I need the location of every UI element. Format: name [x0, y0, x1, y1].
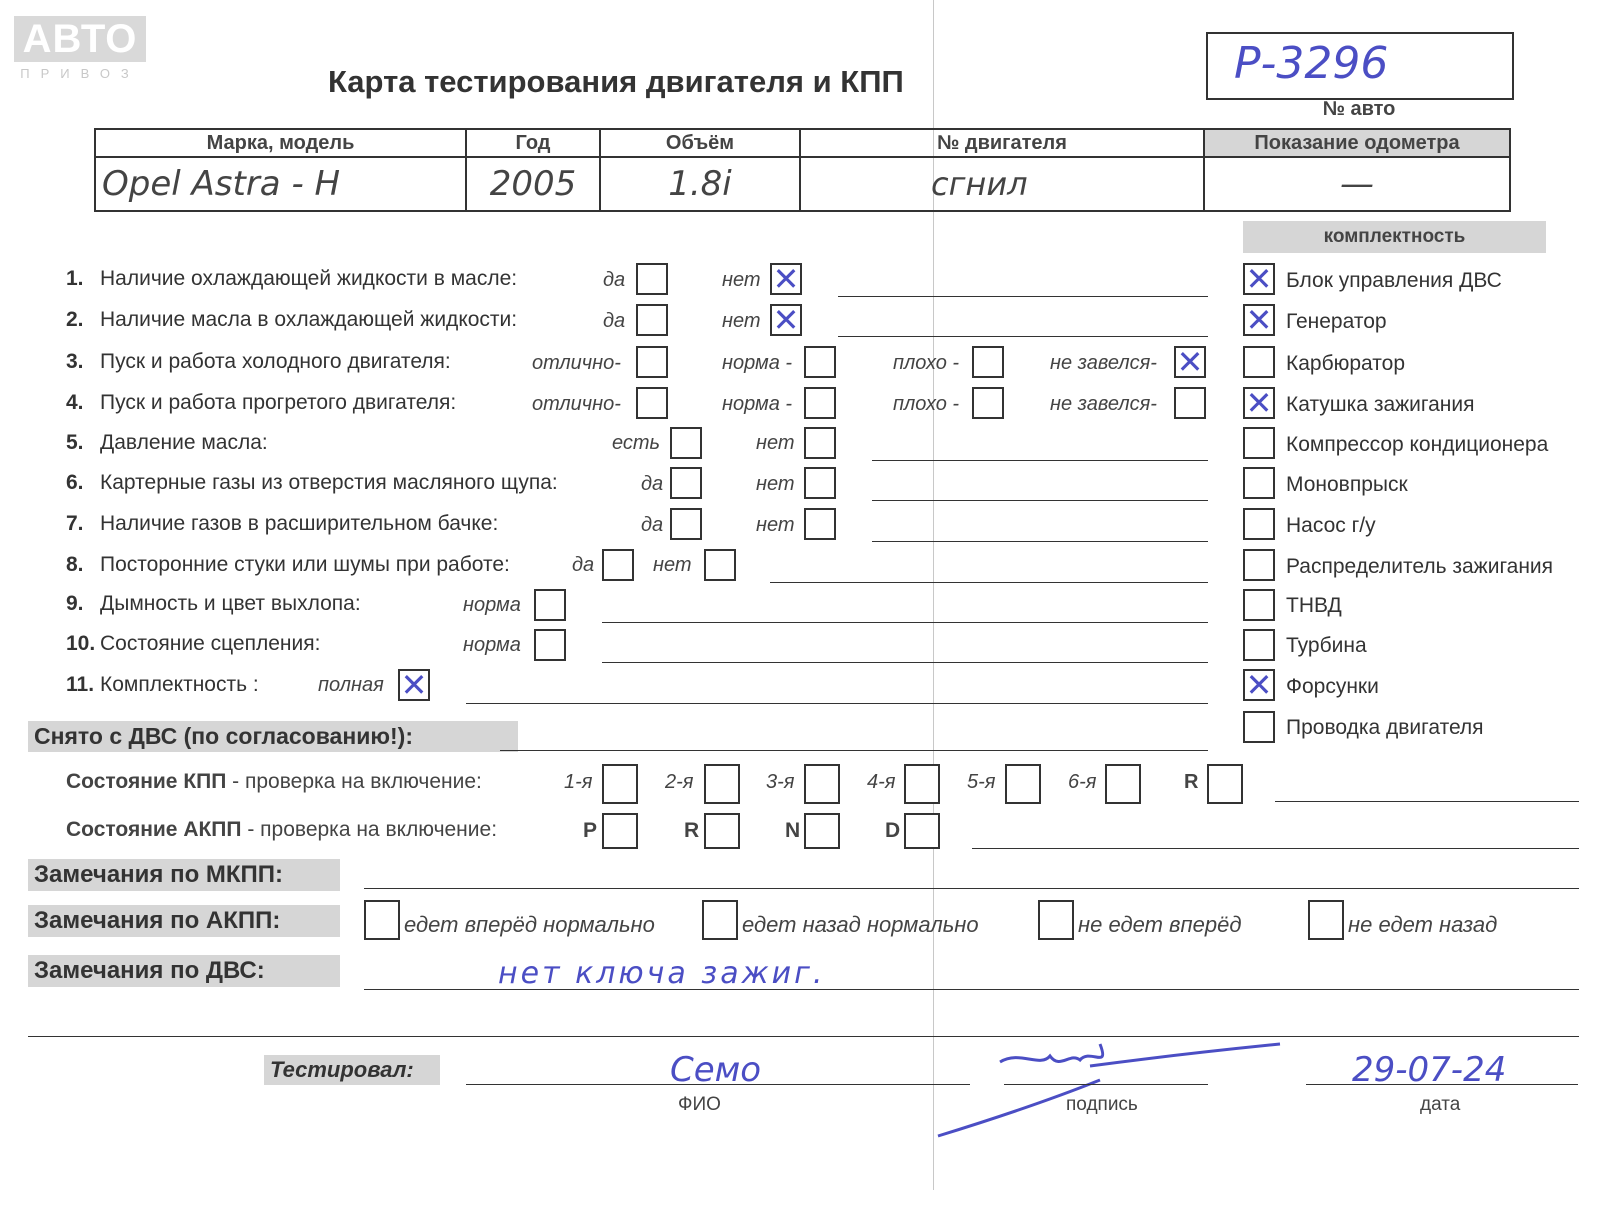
row-4-norma-checkbox[interactable] — [804, 387, 836, 419]
tested-label: Тестировал: — [264, 1055, 440, 1085]
kompl-6-label: Моновпрыск — [1286, 473, 1408, 496]
vehicle-info-table — [94, 128, 1511, 212]
snyato-line — [500, 750, 1208, 751]
row-7-net-checkbox[interactable] — [804, 508, 836, 540]
col-year: Год — [466, 129, 600, 157]
row-5-net-checkbox[interactable] — [804, 427, 836, 459]
logo: АВТО — [14, 16, 146, 62]
row-3-norma-checkbox[interactable] — [804, 346, 836, 378]
akpp-notes-line — [972, 848, 1579, 849]
kpp-gear-2-label: 2-я — [665, 771, 694, 793]
row-10-label: 10. Состояние сцепления: — [66, 632, 321, 655]
row-4-otlichno-checkbox[interactable] — [636, 387, 668, 419]
akpp-no-forward-label: не едет вперёд — [1078, 912, 1242, 937]
row-3-norma-label: норма - — [722, 352, 793, 374]
kompl-12-checkbox[interactable] — [1243, 711, 1275, 743]
row-2-da-label: да — [603, 310, 626, 332]
row-3-label: 3. Пуск и работа холодного двигателя: — [66, 350, 451, 373]
kpp-gear-3-checkbox[interactable] — [804, 764, 840, 804]
signature-label: подпись — [1066, 1094, 1138, 1115]
kpp-gear-6-checkbox[interactable] — [1105, 764, 1141, 804]
logo-subtitle: ПРИВОЗ — [20, 66, 140, 81]
akpp-gear-n-label: N — [785, 819, 801, 842]
row-11-label: 11. Комплектность : — [66, 673, 259, 696]
akpp-gear-r-label: R — [684, 819, 700, 842]
row-5-est-checkbox[interactable] — [670, 427, 702, 459]
row-1-net-label: нет — [722, 269, 761, 291]
kompl-11-checkbox[interactable]: ✕ — [1243, 669, 1275, 701]
row-8-notes-line — [770, 582, 1208, 583]
row-4-ploho-checkbox[interactable] — [972, 387, 1004, 419]
kompl-1-label: Блок управления ДВС — [1286, 269, 1502, 292]
separator-line — [28, 1036, 1579, 1037]
kompl-11-label: Форсунки — [1286, 675, 1379, 698]
row-10-notes-line — [602, 662, 1208, 663]
row-7-notes-line — [872, 541, 1208, 542]
kpp-gear-6-label: 6-я — [1068, 771, 1097, 793]
akpp-gear-r-checkbox[interactable] — [704, 813, 740, 849]
remarks-dvs-label: Замечания по ДВС: — [28, 955, 340, 987]
kompl-12-label: Проводка двигателя — [1286, 716, 1484, 739]
row-7-da-checkbox[interactable] — [670, 508, 702, 540]
date-value: 29-07-24 — [1352, 1050, 1507, 1090]
row-6-da-checkbox[interactable] — [670, 467, 702, 499]
row-11-polnaya-label: полная — [318, 674, 384, 696]
kompl-6-checkbox[interactable] — [1243, 467, 1275, 499]
kompl-2-checkbox[interactable]: ✕ — [1243, 304, 1275, 336]
snyato-label: Снято с ДВС (по согласованию!): — [28, 721, 518, 752]
row-8-label: 8. Посторонние стуки или шумы при работе: — [66, 553, 510, 576]
kpp-gear-1-label: 1-я — [564, 771, 593, 793]
value-engine-number: сгнил — [800, 157, 1204, 211]
row-1-label: 1. Наличие охлаждающей жидкости в масле: — [66, 267, 518, 290]
row-1-notes-line — [838, 296, 1208, 297]
value-year: 2005 — [466, 157, 600, 211]
row-7-da-label: да — [641, 514, 664, 536]
col-engine-number: № двигателя — [800, 129, 1204, 157]
kpp-gear-4-label: 4-я — [867, 771, 896, 793]
row-11-polnaya-checkbox[interactable]: ✕ — [398, 669, 430, 701]
row-6-label: 6. Картерные газы из отверстия масляного щупа: — [66, 471, 558, 494]
kompl-4-checkbox[interactable]: ✕ — [1243, 387, 1275, 419]
kpp-gear-1-checkbox[interactable] — [602, 764, 638, 804]
kompl-8-label: Распределитель зажигания — [1286, 555, 1554, 578]
row-6-notes-line — [872, 500, 1208, 501]
row-1-da-checkbox[interactable] — [636, 263, 668, 295]
row-5-label: 5. Давление масла: — [66, 431, 268, 454]
row-8-da-checkbox[interactable] — [602, 549, 634, 581]
row-6-da-label: да — [641, 473, 664, 495]
akpp-gear-n-checkbox[interactable] — [804, 813, 840, 849]
komplektnost-title: комплектность — [1243, 221, 1546, 253]
row-2-label: 2. Наличие масла в охлаждающей жидкости: — [66, 308, 518, 331]
remarks-akpp-label: Замечания по АКПП: — [28, 905, 340, 937]
kompl-1-checkbox[interactable]: ✕ — [1243, 263, 1275, 295]
row-4-ploho-label: плохо - — [893, 393, 960, 415]
row-2-notes-line — [838, 336, 1208, 337]
kompl-2-label: Генератор — [1286, 310, 1387, 333]
col-odometer: Показание одометра — [1204, 129, 1510, 157]
row-8-da-label: да — [572, 554, 595, 576]
kompl-5-checkbox[interactable] — [1243, 427, 1275, 459]
kompl-10-checkbox[interactable] — [1243, 629, 1275, 661]
row-3-otlichno-checkbox[interactable] — [636, 346, 668, 378]
row-9-label: 9. Дымность и цвет выхлопа: — [66, 592, 361, 615]
row-8-net-checkbox[interactable] — [704, 549, 736, 581]
col-volume: Объём — [600, 129, 800, 157]
row-3-ploho-checkbox[interactable] — [972, 346, 1004, 378]
kpp-notes-line — [1275, 801, 1579, 802]
kompl-4-label: Катушка зажигания — [1286, 393, 1475, 416]
kompl-10-label: Турбина — [1286, 634, 1367, 657]
value-volume: 1.8i — [600, 157, 800, 211]
row-2-net-label: нет — [722, 310, 761, 332]
row-3-ne-zavelsya-label: не завелся- — [1050, 352, 1157, 374]
row-5-est-label: есть — [612, 432, 661, 454]
row-6-net-checkbox[interactable] — [804, 467, 836, 499]
kpp-gear-2-checkbox[interactable] — [704, 764, 740, 804]
akpp-label: Состояние АКПП - проверка на включение: — [66, 818, 498, 841]
kompl-3-label: Карбюратор — [1286, 352, 1406, 375]
row-7-net-label: нет — [756, 514, 795, 536]
row-2-net-checkbox[interactable]: ✕ — [770, 304, 802, 336]
row-9-notes-line — [602, 622, 1208, 623]
row-1-da-label: да — [603, 269, 626, 291]
akpp-forward-ok-label: едет вперёд нормально — [404, 912, 655, 937]
row-3-ne-zavelsya-checkbox[interactable]: ✕ — [1174, 346, 1206, 378]
kompl-7-label: Насос г/у — [1286, 514, 1376, 537]
row-9-norma-checkbox[interactable] — [534, 589, 566, 621]
kpp-gear-r-label: R — [1184, 771, 1199, 793]
row-8-net-label: нет — [653, 554, 692, 576]
row-10-norma-label: норма — [463, 634, 521, 656]
kompl-8-checkbox[interactable] — [1243, 549, 1275, 581]
kompl-9-label: ТНВД — [1286, 594, 1342, 617]
fio-value: Семо — [670, 1050, 762, 1090]
row-4-ne-zavelsya-checkbox[interactable] — [1174, 387, 1206, 419]
row-9-norma-label: норма — [463, 594, 521, 616]
row-6-net-label: нет — [756, 473, 795, 495]
row-3-ploho-label: плохо - — [893, 352, 960, 374]
row-4-norma-label: норма - — [722, 393, 793, 415]
row-2-da-checkbox[interactable] — [636, 304, 668, 336]
akpp-gear-p-label: P — [583, 819, 598, 842]
kpp-gear-4-checkbox[interactable] — [904, 764, 940, 804]
kompl-9-checkbox[interactable] — [1243, 589, 1275, 621]
akpp-gear-d-label: D — [885, 819, 901, 842]
auto-number-value: Р-3296 — [1234, 38, 1389, 89]
kpp-gear-5-checkbox[interactable] — [1005, 764, 1041, 804]
row-4-label: 4. Пуск и работа прогретого двигателя: — [66, 391, 457, 414]
auto-number-box — [1206, 32, 1514, 100]
akpp-gear-p-checkbox[interactable] — [602, 813, 638, 849]
remarks-dvs-line — [364, 989, 1579, 990]
row-4-ne-zavelsya-label: не завелся- — [1050, 393, 1157, 415]
row-7-label: 7. Наличие газов в расширительном бачке: — [66, 512, 499, 535]
kompl-7-checkbox[interactable] — [1243, 508, 1275, 540]
row-4-otlichno-label: отлично- — [532, 393, 621, 415]
akpp-gear-d-checkbox[interactable] — [904, 813, 940, 849]
kompl-5-label: Компрессор кондиционера — [1286, 433, 1549, 456]
remarks-mkpp-line — [364, 888, 1579, 889]
row-10-norma-checkbox[interactable] — [534, 629, 566, 661]
remarks-mkpp-label: Замечания по МКПП: — [28, 859, 340, 891]
row-5-net-label: нет — [756, 432, 795, 454]
kpp-gear-5-label: 5-я — [967, 771, 996, 793]
date-line — [1306, 1084, 1578, 1085]
auto-number-label: № авто — [1322, 98, 1396, 120]
akpp-no-forward-checkbox[interactable] — [1038, 900, 1074, 940]
col-model: Марка, модель — [95, 129, 466, 157]
signature-line — [1004, 1084, 1208, 1085]
row-5-notes-line — [872, 460, 1208, 461]
value-model: Opel Astra - H — [95, 157, 466, 211]
page-title: Карта тестирования двигателя и КПП — [328, 64, 904, 99]
kompl-3-checkbox[interactable] — [1243, 346, 1275, 378]
akpp-forward-ok-checkbox[interactable] — [364, 900, 400, 940]
akpp-back-ok-label: едет назад нормально — [742, 912, 979, 937]
kpp-gear-r-checkbox[interactable] — [1207, 764, 1243, 804]
row-1-net-checkbox[interactable]: ✕ — [770, 263, 802, 295]
row-11-notes-line — [466, 703, 1208, 704]
value-odometer: — — [1204, 157, 1510, 211]
kpp-gear-3-label: 3-я — [766, 771, 795, 793]
akpp-no-back-label: не едет назад — [1348, 912, 1498, 937]
akpp-no-back-checkbox[interactable] — [1308, 900, 1344, 940]
akpp-back-ok-checkbox[interactable] — [702, 900, 738, 940]
kpp-label: Состояние КПП - проверка на включение: — [66, 770, 482, 793]
remarks-dvs-value: нет ключа зажиг. — [498, 956, 826, 991]
row-3-otlichno-label: отлично- — [532, 352, 621, 374]
date-label: дата — [1420, 1094, 1461, 1115]
fio-line — [466, 1084, 970, 1085]
fio-label: ФИО — [678, 1094, 721, 1115]
